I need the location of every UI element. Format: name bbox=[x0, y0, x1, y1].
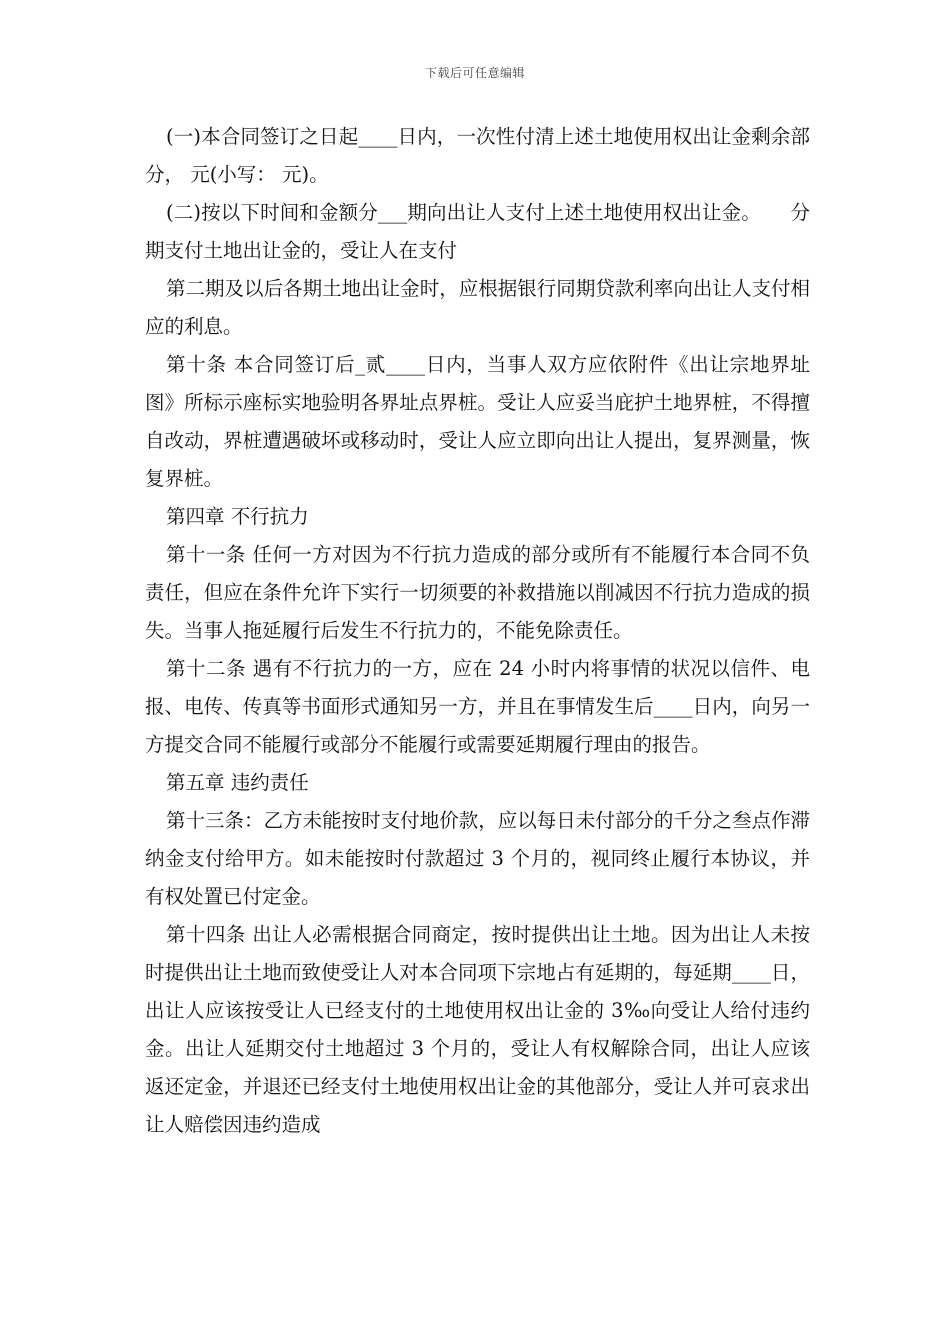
paragraph-payment-installments: (二)按以下时间和金额分___期向出让人支付上述土地使用权出让金。 分期支付土地出让金的，受让人在支付 bbox=[145, 201, 810, 262]
paragraph-payment-lump-sum: (一)本合同签订之日起____日内，一次性付清上述土地使用权出让金剩余部分， 元(小写： 元)。 bbox=[145, 125, 810, 186]
document-body bbox=[145, 118, 810, 1144]
paragraph-article-12: 第十二条 遇有不行抗力的一方，应在 24 小时内将事情的状况以信件、电报、电传、传真等书面形式通知另一方，并且在事情发生后____日内，向另一方提交合同不能履行或部分不能履行或需要延期履行理由的报告。 bbox=[145, 657, 810, 756]
paragraph-article-14: 第十四条 出让人必需根据合同商定，按时提供出让土地。因为出让人未按时提供出让土地而致使受让人对本合同项下宗地占有延期的，每延期____日，出让人应该按受让人已经支付的土地使用权出让金的 3‰向受让人给付违约金。出让人延期交付土地超过 3 个月的，受让人有权解除合同，出让人应该返还定金，并退还已经支付土地使用权出让金的其他部分，受让人并可哀求出让人赔偿因违约造成 bbox=[145, 923, 810, 1136]
chapter-heading-liability: 第五章 违约责任 bbox=[166, 771, 309, 794]
paragraph-installment-interest: 第二期及以后各期土地出让金时，应根据银行同期贷款利率向出让人支付相应的利息。 bbox=[145, 277, 810, 338]
paragraph-article-10: 第十条 本合同签订后_贰____日内，当事人双方应依附件《出让宗地界址图》所标示座标实地验明各界址点界桩。受让人应妥当庇护土地界桩，不得擅自改动，界桩遭遇破坏或移动时，受让人应立即向出让人提出，复界测量，恢复界桩。 bbox=[145, 353, 810, 490]
paragraph-article-13: 第十三条：乙方未能按时支付地价款，应以每日未付部分的千分之叁点作滞纳金支付给甲方。如未能按时付款超过 3 个月的，视同终止履行本协议，并有权处置已付定金。 bbox=[145, 809, 810, 908]
paragraph-article-11: 第十一条 任何一方对因为不行抗力造成的部分或所有不能履行本合同不负责任，但应在条件允许下实行一切须要的补救措施以削减因不行抗力造成的损失。当事人拖延履行后发生不行抗力的，不能免除责任。 bbox=[145, 543, 810, 642]
page-header: 下载后可任意编辑 bbox=[424, 66, 525, 80]
chapter-heading-force-majeure: 第四章 不行抗力 bbox=[166, 505, 309, 528]
